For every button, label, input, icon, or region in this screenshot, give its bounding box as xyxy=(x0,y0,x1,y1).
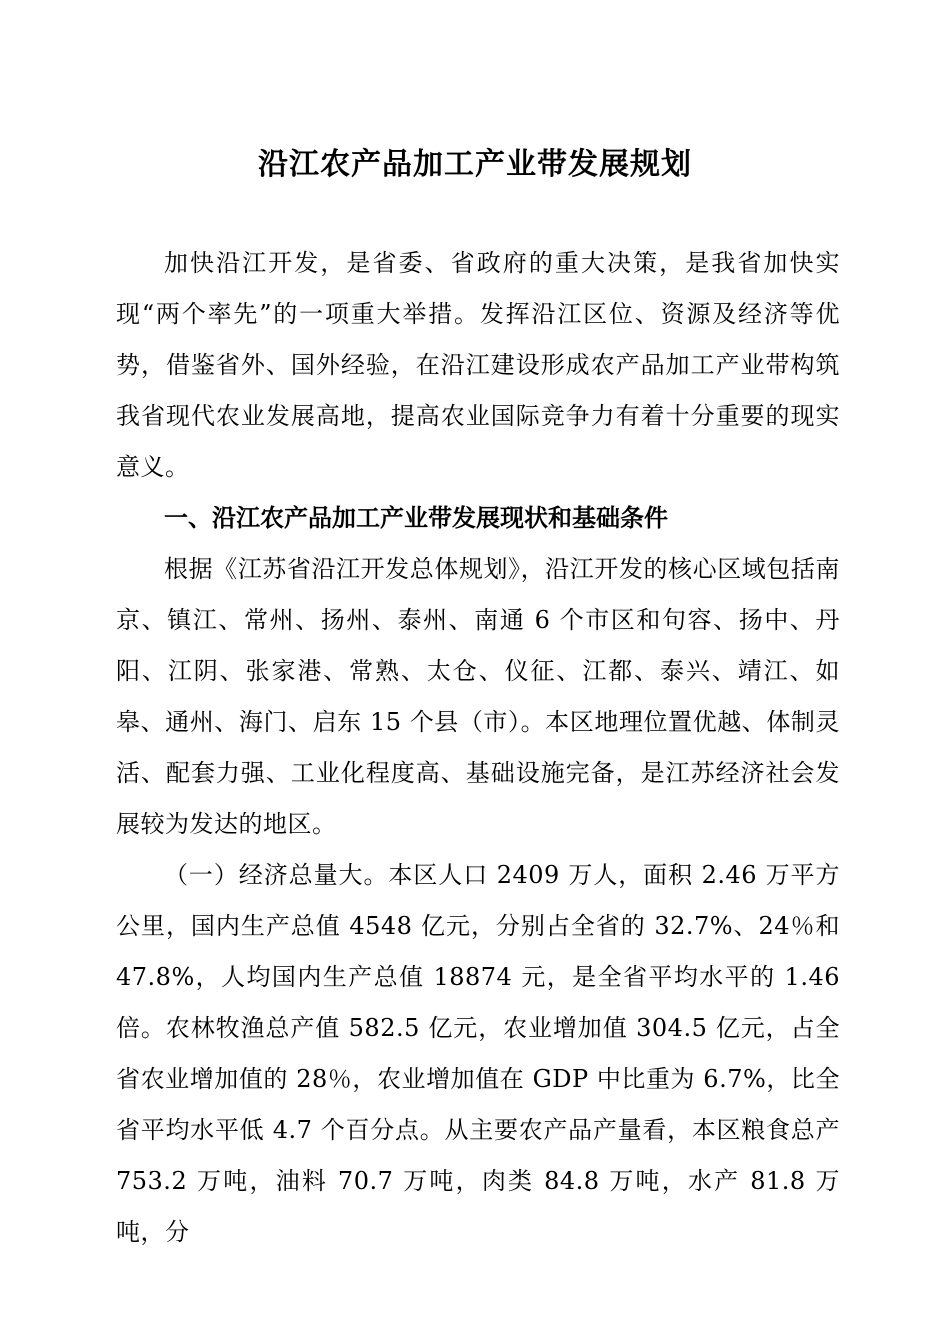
document-body xyxy=(116,238,840,1258)
document-title: 沿江农产品加工产业带发展规划 xyxy=(258,147,692,182)
economy-paragraph: （一）经济总量大。本区人口 2409 万人，面积 2.46 万平方公里，国内生产总值 4548 亿元，分别占全省的 32.7%、24％和 47.8%，人均国内生产总值 18874 元，是全省平均水平的 1.46 倍。农林牧渔总产值 582.5 亿元，农业增加值 304.5 亿元，占全省农业增加值的 28％，农业增加值在 GDP 中比重为 6.7%，比全省平均水平低 4.7 个百分点。从主要农产品产量看，本区粮食总产 753.2 万吨，油料 70.7 万吨，肉类 84.8 万吨，水产 81.8 万吨，分 xyxy=(116,861,840,1246)
intro-paragraph: 加快沿江开发，是省委、省政府的重大决策，是我省加快实现“两个率先”的一项重大举措。发挥沿江区位、资源及经济等优势，借鉴省外、国外经验，在沿江建设形成农产品加工产业带构筑我省现代农业发展高地，提高农业国际竞争力有着十分重要的现实意义。 xyxy=(116,249,840,481)
region-paragraph: 根据《江苏省沿江开发总体规划》，沿江开发的核心区域包括南京、镇江、常州、扬州、泰州、南通 6 个市区和句容、扬中、丹阳、江阴、张家港、常熟、太仓、仪征、江都、泰兴、靖江、如皋、通州、海门、启东 15 个县（市）。本区地理位置优越、体制灵活、配套力强、工业化程度高、基础设施完备，是江苏经济社会发展较为发达的地区。 xyxy=(116,555,840,838)
section-heading-1: 一、沿江农产品加工产业带发展现状和基础条件 xyxy=(164,504,668,532)
